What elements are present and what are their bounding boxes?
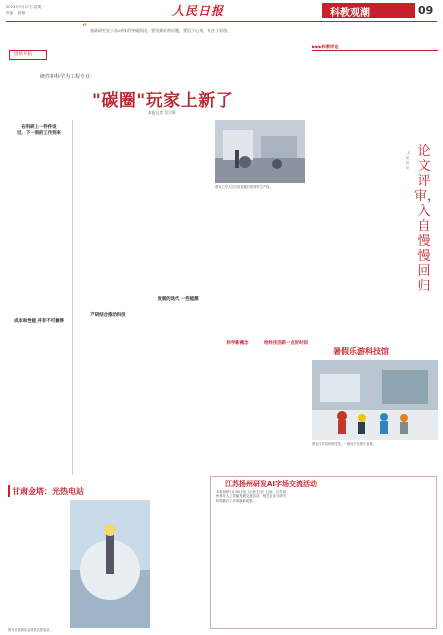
main-col-3 xyxy=(145,120,211,260)
museum-caption: 图为江苏扬州科技馆，一群孩子在展厅参观。 xyxy=(312,442,376,446)
main-byline: 本报记者 吴月辉 xyxy=(148,110,176,115)
main-col-5 xyxy=(264,198,308,348)
commentary-body xyxy=(312,54,406,336)
page-number: 09 xyxy=(418,4,434,17)
main-photo-caption: 图为工作人员在检查碳纤维材料生产线。 xyxy=(215,185,273,189)
paper-name-logo: 人民日报 xyxy=(172,4,225,18)
main-subhead-1: 在科研上一件件设 xyxy=(21,125,57,130)
main-col-3b xyxy=(145,308,211,474)
bottom-story-title: 江苏扬州研发AI字场交流活动 xyxy=(225,480,318,488)
museum-title: 暑假乐游科技馆 xyxy=(333,347,389,356)
bottom-story-col2 xyxy=(290,490,360,622)
commentary-vertical-title xyxy=(414,144,441,294)
main-col-1b xyxy=(9,330,69,472)
commentary-author: ·人民时评· xyxy=(406,151,411,170)
museum-photo xyxy=(312,360,438,440)
main-photo xyxy=(215,120,305,183)
main-supertitle: 硬件和科学为工程专业： xyxy=(40,74,96,80)
lead-quote: 基础研究处于从0到1的突破阶段，要找到好的问题，要沉下心来，专注于原创。 xyxy=(90,28,232,33)
main-title: "碳圈"玩家上新了 xyxy=(92,91,234,111)
main-col-2b xyxy=(76,324,140,474)
sidebar-caption: 图为甘肃酒泉金塔县光热电站。 xyxy=(8,628,53,632)
main-subhead-4: 产研结合推动科技 xyxy=(90,313,126,318)
lead-quote-mark: “ xyxy=(82,23,87,33)
sidebar-photo xyxy=(70,500,150,628)
header-rule xyxy=(6,21,437,22)
bottom-story-lead: 本报扬州7月26日电（记者王伟）日前，江苏扬州举办人工智能发展交流活动，相关企业与研究机构展示了多项最新成果。 xyxy=(216,490,286,503)
main-col-1 xyxy=(9,138,69,316)
sidebar-title: 甘肃金塔：光热电站 xyxy=(12,487,84,496)
column-name: 科教观潮 xyxy=(330,8,370,19)
main-subhead-5: 发展的迭代 一些能源 xyxy=(157,297,199,302)
sidebar-text xyxy=(8,500,68,628)
main-col-4 xyxy=(215,198,260,348)
middle-subhead-b: 给科技创新一点好时间 xyxy=(264,341,308,346)
header-date: 2023年7月27日 星期一 xyxy=(6,5,45,9)
commentary-tag: ▶▶▶科教评论 xyxy=(312,44,339,49)
middle-subhead-a: 科学新概念 xyxy=(226,341,249,346)
kicker-text: 创新开拓 xyxy=(14,52,32,57)
commentary-rule xyxy=(312,50,438,51)
bottom-story-col3 xyxy=(364,490,432,622)
header-editor: 责编： 邮箱： xyxy=(6,11,29,15)
main-col-2 xyxy=(76,120,140,310)
column-divider xyxy=(72,120,73,475)
main-subhead-3: 成本和性能 并非不可兼得 xyxy=(14,319,64,324)
commentary-vertical-title-text: 论文评审，入自慢慢回归 xyxy=(414,144,441,294)
main-subhead-2: 过，下一刻的工作到来 xyxy=(17,131,61,136)
